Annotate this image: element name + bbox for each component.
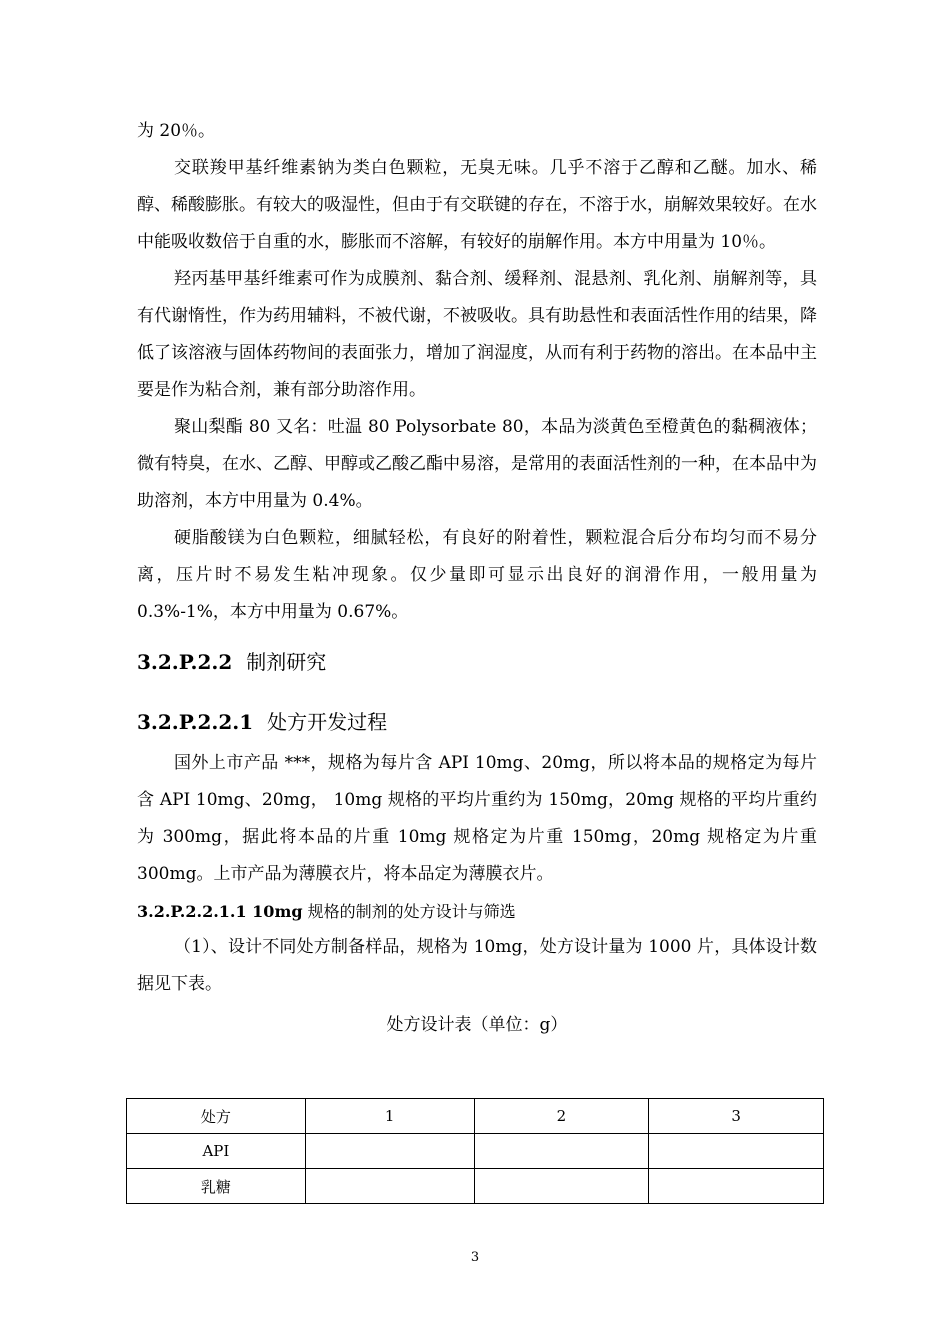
page-number: 3 bbox=[470, 1250, 480, 1265]
table-header-cell: 3 bbox=[649, 1099, 824, 1134]
subsection-title: 规格的制剂的处方设计与筛选 bbox=[307, 902, 516, 921]
table-cell bbox=[305, 1169, 474, 1204]
paragraph-magnesium-stearate: 硬脂酸镁为白色颗粒，细腻轻松，有良好的附着性，颗粒混合后分布均匀而不易分离，压片时不易发生粘冲现象。仅少量即可显示出良好的润滑作用，一般用量为 0.3%-1%，本方中用量为 0.67%。 bbox=[137, 528, 817, 622]
section-heading-formulation-study bbox=[137, 647, 817, 677]
section-title: 处方开发过程 bbox=[267, 710, 388, 734]
paragraph-continuation: 为 20％。 bbox=[137, 121, 216, 141]
section-number: 3.2.P.2.2 bbox=[137, 650, 233, 674]
table-cell bbox=[474, 1134, 649, 1169]
table-header-row bbox=[127, 1099, 824, 1134]
section-number: 3.2.P.2.2.1 bbox=[137, 710, 254, 734]
table-cell: 乳糖 bbox=[127, 1169, 306, 1204]
table-cell bbox=[474, 1169, 649, 1204]
page-content bbox=[137, 113, 817, 1045]
subsection-heading-10mg bbox=[137, 895, 817, 929]
table-header-cell: 1 bbox=[305, 1099, 474, 1134]
subsection-number: 3.2.P.2.2.1.1 10mg bbox=[137, 902, 303, 921]
paragraph-polysorbate: 聚山梨酯 80 又名：吐温 80 Polysorbate 80，本品为淡黄色至橙黄色的黏稠液体；微有特臭，在水、乙醇、甲醇或乙酸乙酯中易溶，是常用的表面活性剂的一种，在本品中为助溶剂，本方中用量为 0.4%。 bbox=[137, 417, 817, 511]
paragraph-design: （1）、设计不同处方制备样品，规格为 10mg，处方设计量为 1000 片，具体设计数据见下表。 bbox=[137, 937, 817, 994]
table-header-cell: 2 bbox=[474, 1099, 649, 1134]
table-cell: API bbox=[127, 1134, 306, 1169]
table-cell bbox=[305, 1134, 474, 1169]
section-heading-development-process bbox=[137, 707, 817, 737]
paragraph-market-product: 国外上市产品 ***，规格为每片含 API 10mg、20mg，所以将本品的规格定为每片含 API 10mg、20mg， 10mg 规格的平均片重约为 150mg，20mg 规格的平均片重约为 300mg，据此将本品的片重 10mg 规格定为片重 150mg，20mg 规格定为片重 300mg。上市产品为薄膜衣片，将本品定为薄膜衣片。 bbox=[137, 753, 817, 884]
table-row bbox=[127, 1169, 824, 1204]
table-row bbox=[127, 1134, 824, 1169]
table-cell bbox=[649, 1169, 824, 1204]
table-header-cell: 处方 bbox=[127, 1099, 306, 1134]
section-title: 制剂研究 bbox=[246, 650, 327, 674]
table-caption: 处方设计表（单位：g） bbox=[386, 1015, 568, 1035]
formulation-table bbox=[126, 1098, 824, 1204]
table-cell bbox=[649, 1134, 824, 1169]
paragraph-croscarmellose: 交联羧甲基纤维素钠为类白色颗粒，无臭无味。几乎不溶于乙醇和乙醚。加水、稀醇、稀酸膨胀。有较大的吸湿性，但由于有交联键的存在，不溶于水，崩解效果较好。在水中能吸收数倍于自重的水，膨胀而不溶解，有较好的崩解作用。本方中用量为 10％。 bbox=[137, 158, 817, 252]
paragraph-hpmc: 羟丙基甲基纤维素可作为成膜剂、黏合剂、缓释剂、混悬剂、乳化剂、崩解剂等，具有代谢惰性，作为药用辅料，不被代谢，不被吸收。具有助悬性和表面活性作用的结果，降低了该溶液与固体药物间的表面张力，增加了润湿度，从而有利于药物的溶出。在本品中主要是作为粘合剂，兼有部分助溶作用。 bbox=[137, 269, 817, 400]
